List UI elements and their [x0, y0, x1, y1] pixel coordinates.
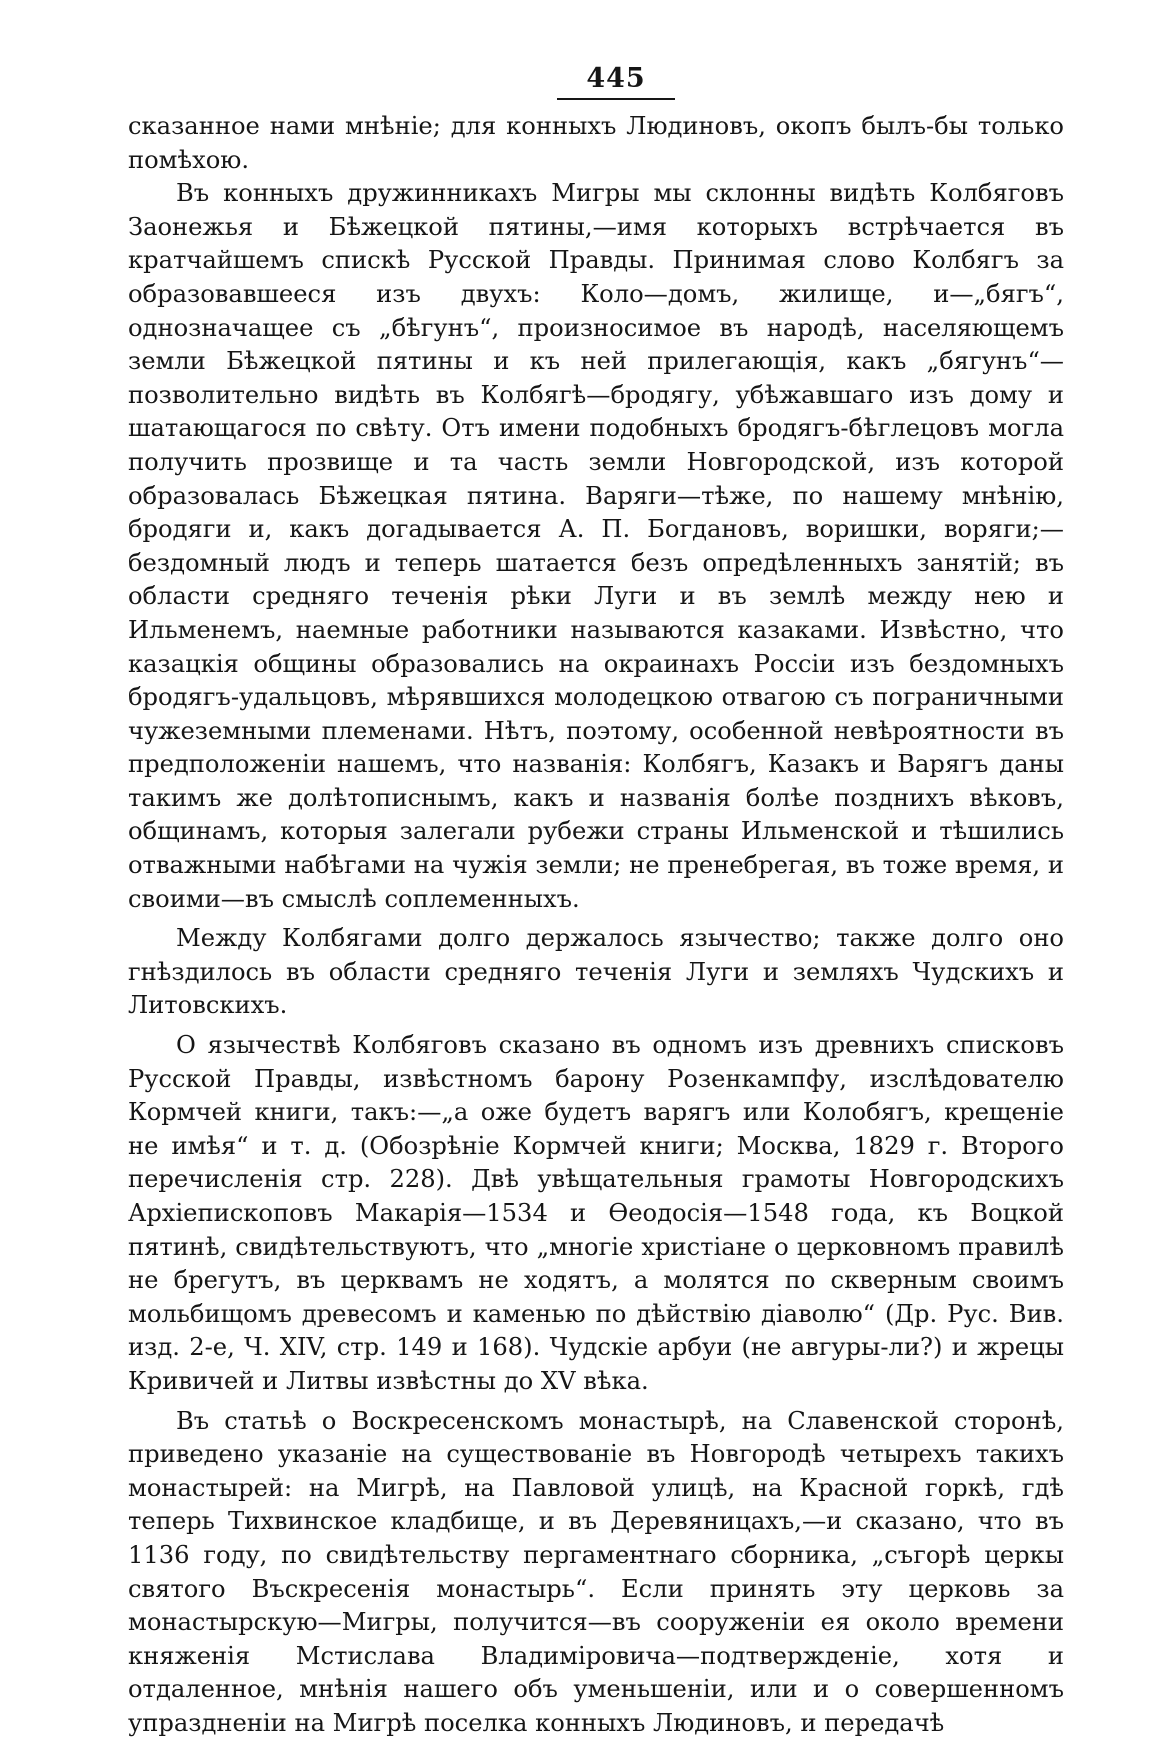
paragraph-paganism: Между Колбягами долго держалось язычество; также долго оно гнѣздилось въ области средняго теченія Луги и земляхъ Чудскихъ и Литовскихъ. [128, 924, 1064, 1020]
paragraph-monasteries: Въ статьѣ о Воскресенскомъ монастырѣ, на Славенской сторонѣ, приведено указаніе на существованіе въ Новгородѣ четырехъ такихъ монастырей: на Мигрѣ, на Павловой улицѣ, на Красной горкѣ, гдѣ теперь Тихвинское кладбище, и въ Деревяницахъ,—и сказано, что въ 1136 году, по свидѣтельству пергаментнаго сборника, „съгорѣ церкы святого Въскресенія монастырь“. Если принять эту церковь за монастырскую—Мигры, получится—въ сооруженіи ея около времени княженія Мстислава Владиміровича—подтвержденіе, хотя и отдаленное, мнѣнія нашего объ уменьшеніи, или и о совершенномъ упраздненіи на Мигрѣ поселка конныхъ Людиновъ, и передачѣ [128, 1406, 1064, 1737]
paragraph-continuation: сказанное нами мнѣніе; для конныхъ Людиновъ, окопъ былъ-бы только помѣхою. [128, 112, 1064, 174]
header-rule [557, 98, 675, 100]
paragraph-russkaya-pravda: О язычествѣ Колбяговъ сказано въ одномъ изъ древнихъ списковъ Русской Правды, извѣстномъ барону Розенкампфу, изслѣдователю Кормчей книги, такъ:—„а оже будетъ варягъ или Колобягъ, крещеніе не имѣя“ и т. д. (Обозрѣніе Кормчей книги; Москва, 1829 г. Второго перечисленія стр. 228). Двѣ увѣщательныя грамоты Новгородскихъ Архіепископовъ Макарія—1534 и Ѳеодосія—1548 года, къ Воцкой пятинѣ, свидѣтельствуютъ, что „многіе христіане о церковномъ правилѣ не брегутъ, въ церквамъ не ходятъ, а молятся по скверным своимъ мольбищомъ древесомъ и каменью по дѣйствію діаволю“ (Др. Рус. Вив. изд. 2-е, Ч. XIV, стр. 149 и 168). Чудскіе арбуи (не авгуры-ли?) и жрецы Кривичей и Литвы извѣстны до XV вѣка. [128, 1031, 1064, 1395]
page-number: 445 [586, 63, 646, 94]
paragraph-kolbyagi: Въ конныхъ дружинникахъ Мигры мы склонны видѣть Колбяговъ Заонежья и Бѣжецкой пятины,—имя которыхъ встрѣчается въ кратчайшемъ спискѣ Русской Правды. Принимая слово Колбягъ за образовавшееся изъ двухъ: Коло—домъ, жилище, и—„бягъ“, однозначащее съ „бѣгунъ“, произносимое въ народѣ, населяющемъ земли Бѣжецкой пятины и къ ней прилегающія, какъ „бягунъ“—позволительно видѣть въ Колбягѣ—бродягу, убѣжавшаго изъ дому и шатающагося по свѣту. Отъ имени подобныхъ бродягъ-бѣглецовъ могла получить прозвище и та часть земли Новгородской, изъ которой образовалась Бѣжецкая пятина. Варяги—тѣже, по нашему мнѣнію, бродяги и, какъ догадывается А. П. Богдановъ, воришки, воряги;—бездомный людъ и теперь шатается безъ опредѣленныхъ занятій; въ области средняго теченія рѣки Луги и въ землѣ между нею и Ильменемъ, наемные работники называются казаками. Извѣстно, что казацкія общины образовались на окраинахъ Россіи изъ бездомныхъ бродягъ-удальцовъ, мѣрявшихся молодецкою отвагою съ пограничными чужеземными племенами. Нѣтъ, поэтому, особенной невѣроятности въ предположеніи нашемъ, что названія: Колбягъ, Казакъ и Варягъ даны такимъ же долѣтописнымъ, какъ и названія болѣе позднихъ вѣковъ, общинамъ, которыя залегали рубежи страны Ильменской и тѣшились отважными набѣгами на чужія земли; не пренебрегая, въ тоже время, и своими—въ смыслѣ соплеменныхъ. [128, 179, 1064, 913]
